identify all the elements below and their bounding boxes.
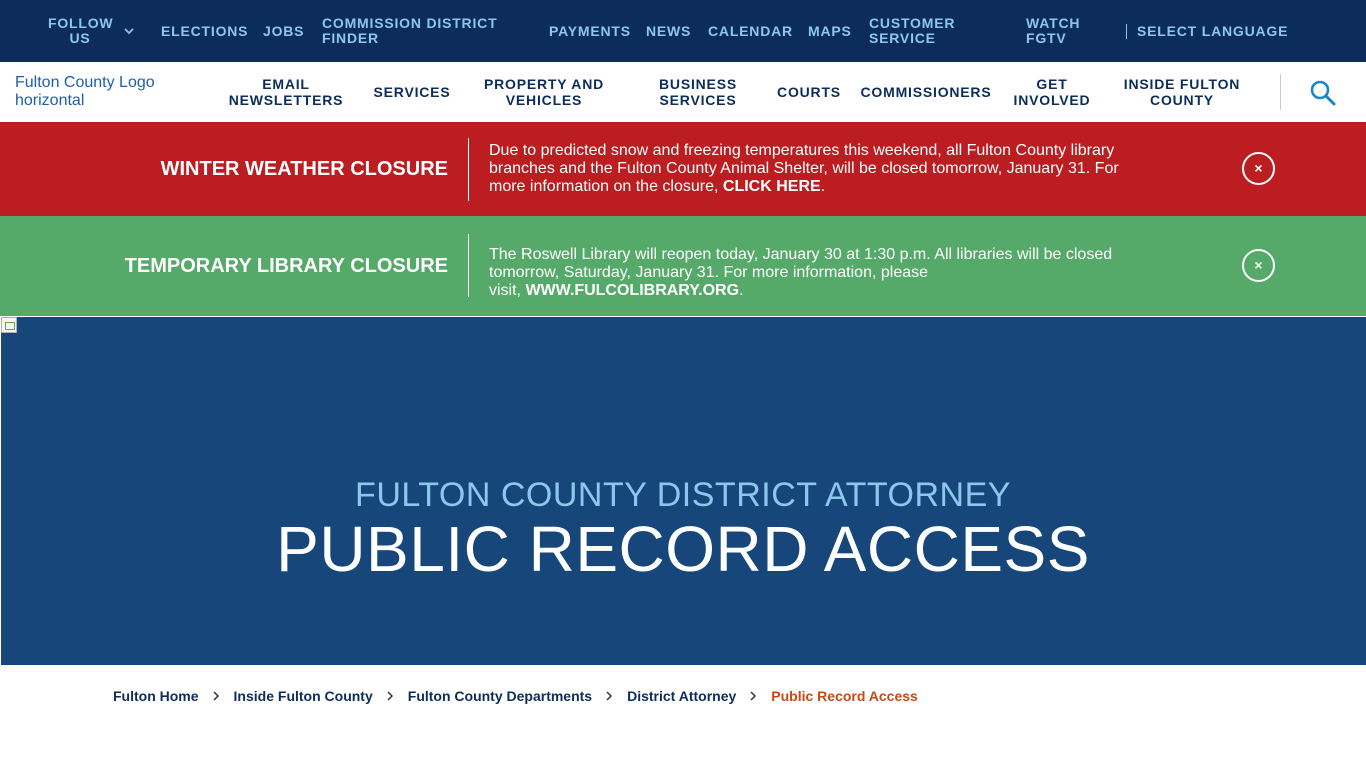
nav-label-line1: EMAIL	[262, 76, 310, 92]
watch-fgtv-link[interactable]	[1026, 16, 1080, 46]
library-closure-alert	[0, 216, 1366, 316]
watch-label-line1: WATCH	[1026, 15, 1081, 31]
page-subtitle: FULTON COUNTY DISTRICT ATTORNEY	[355, 476, 1011, 514]
nav-courts[interactable]	[766, 84, 852, 100]
alert-text-line3	[489, 282, 1129, 300]
alert-divider	[468, 138, 469, 201]
nav-get-involved[interactable]	[1006, 76, 1098, 108]
alert-message	[489, 246, 1129, 300]
breadcrumb-fulton-home[interactable]: Fulton Home	[113, 688, 199, 704]
nav-business-services[interactable]	[646, 76, 750, 108]
customer-label-line1: CUSTOMER	[869, 15, 956, 31]
jobs-link[interactable]: JOBS	[263, 23, 305, 39]
nav-label-line2: SERVICES	[659, 92, 737, 108]
nav-label-line1: SERVICES	[373, 84, 451, 100]
nav-label-line2: COUNTY	[1150, 92, 1214, 108]
nav-property-and-vehicles[interactable]	[474, 76, 614, 108]
alert-title: WINTER WEATHER CLOSURE	[160, 158, 448, 180]
fulcolibrary-link[interactable]: WWW.FULCOLIBRARY.ORG	[525, 282, 740, 299]
broken-image-icon	[1, 317, 17, 333]
click-here-link[interactable]: CLICK HERE	[722, 178, 821, 195]
select-language-button[interactable]: SELECT LANGUAGE	[1137, 23, 1289, 39]
commission-label-line1: COMMISSION DISTRICT	[322, 15, 498, 31]
breadcrumb-district-attorney[interactable]: District Attorney	[627, 688, 737, 704]
page-title: PUBLIC RECORD ACCESS	[276, 513, 1090, 585]
follow-us-label-line2: US	[69, 30, 91, 46]
elections-link[interactable]: ELECTIONS	[161, 23, 249, 39]
alert-message	[489, 142, 1129, 196]
chevron-right-icon	[736, 689, 771, 703]
chevron-right-icon	[592, 689, 627, 703]
breadcrumb-inside-fulton-county[interactable]: Inside Fulton County	[233, 688, 373, 704]
close-icon[interactable]: ×	[1242, 152, 1275, 185]
nav-divider	[1280, 74, 1281, 110]
close-icon[interactable]: ×	[1242, 249, 1275, 282]
customer-label-line2: SERVICE	[869, 30, 936, 46]
main-navigation	[0, 62, 1366, 122]
calendar-link[interactable]: CALENDAR	[708, 23, 793, 39]
breadcrumb	[113, 686, 918, 706]
nav-email-newsletters[interactable]	[224, 76, 348, 108]
nav-label-line1: COMMISSIONERS	[860, 84, 992, 100]
alert-suffix: .	[820, 178, 826, 195]
nav-label-line1: PROPERTY AND	[483, 76, 605, 92]
alert-divider	[468, 234, 469, 297]
utility-bar	[0, 0, 1366, 62]
follow-us-label-line1: FOLLOW	[48, 15, 114, 31]
utility-divider	[1126, 24, 1127, 39]
nav-label-line1: GET	[1036, 76, 1068, 92]
maps-link[interactable]: MAPS	[808, 23, 852, 39]
nav-label-line1: INSIDE FULTON	[1123, 76, 1241, 92]
nav-label-line2: NEWSLETTERS	[228, 92, 344, 108]
chevron-right-icon	[373, 689, 408, 703]
commission-district-finder-link[interactable]	[322, 16, 497, 46]
news-link[interactable]: NEWS	[646, 23, 692, 39]
breadcrumb-current: Public Record Access	[771, 688, 918, 704]
payments-link[interactable]: PAYMENTS	[549, 23, 631, 39]
breadcrumb-fulton-county-departments[interactable]: Fulton County Departments	[407, 688, 593, 704]
commission-label-line2: FINDER	[322, 30, 379, 46]
search-icon[interactable]	[1306, 76, 1340, 110]
customer-service-link[interactable]	[869, 16, 955, 46]
fulton-county-logo[interactable]: Fulton County Logo horizontal	[15, 74, 155, 109]
winter-weather-alert	[0, 122, 1366, 216]
alert-text-line2: tomorrow, Saturday, January 31. For more information, please	[489, 264, 929, 281]
alert-text: Due to predicted snow and freezing temperatures this weekend, all Fulton County library branches and the Fulton County Animal Shelter, will be closed tomorrow, January 31. For more information on the closure,	[489, 142, 1119, 195]
nav-inside-fulton-county[interactable]	[1114, 76, 1250, 108]
alert-prefix: visit,	[489, 282, 526, 299]
nav-commissioners[interactable]	[856, 84, 996, 100]
alert-suffix: .	[739, 282, 744, 299]
follow-us-menu[interactable]	[48, 16, 112, 46]
nav-label-line2: VEHICLES	[505, 92, 583, 108]
nav-label-line1: BUSINESS	[659, 76, 737, 92]
alert-text-line1: The Roswell Library will reopen today, January 30 at 1:30 p.m. All libraries will be closed	[489, 246, 1113, 263]
watch-label-line2: FGTV	[1026, 30, 1067, 46]
nav-services[interactable]	[366, 84, 458, 100]
chevron-down-icon[interactable]	[122, 24, 136, 38]
nav-label-line1: COURTS	[777, 84, 841, 100]
alert-title: TEMPORARY LIBRARY CLOSURE	[124, 255, 448, 277]
chevron-right-icon	[199, 689, 234, 703]
nav-label-line2: INVOLVED	[1013, 92, 1091, 108]
